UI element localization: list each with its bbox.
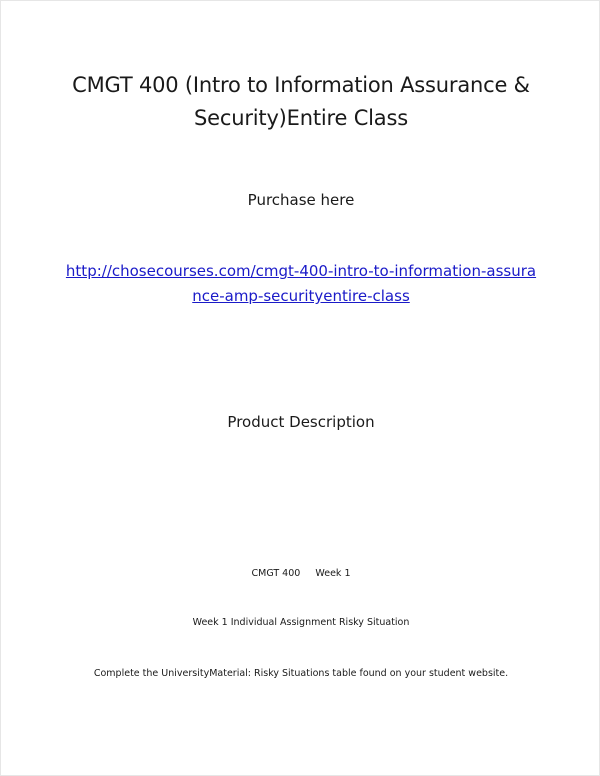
- product-description-heading: Product Description: [227, 413, 375, 431]
- assignment-title: Week 1 Individual Assignment Risky Situation: [192, 617, 410, 628]
- purchase-link[interactable]: [41, 259, 561, 309]
- purchase-link-line-2[interactable]: nce-amp-securityentire-class: [192, 287, 410, 305]
- page-title-line-1: CMGT 400 (Intro to Information Assurance &: [72, 73, 530, 97]
- purchase-label: Purchase here: [247, 191, 355, 209]
- purchase-link-line-1[interactable]: http://chosecourses.com/cmgt-400-intro-to-information-assura: [65, 262, 537, 280]
- course-week-label: CMGT 400 Week 1: [251, 568, 351, 579]
- page-title-line-2: Security)Entire Class: [194, 106, 408, 130]
- page-title: [41, 69, 561, 135]
- assignment-instruction: Complete the UniversityMaterial: Risky Situations table found on your student website.: [93, 668, 509, 679]
